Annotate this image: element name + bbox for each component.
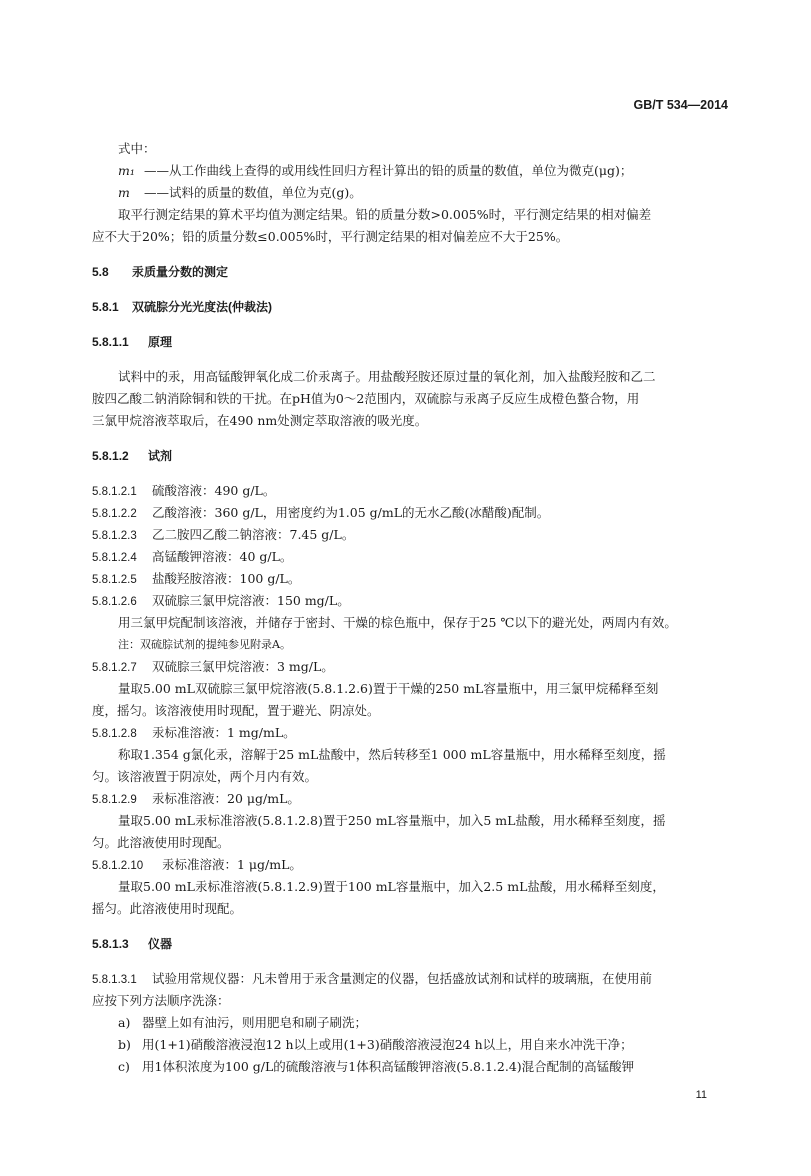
var-description: ——从工作曲线上查得的或用线性回归方程计算出的铅的质量的数值，单位为微克(μg)； [144,163,633,178]
reagent-item: 5.8.1.2.6 双硫腙三氯甲烷溶液：150 mg/L。 [92,593,350,608]
principle-line: 胺四乙酸二钠消除铜和铁的干扰。在pH值为0～2范围内，双硫腙与汞离子反应生成橙色螯合物，用 [92,391,640,406]
list-item: b) 用(1+1)硝酸溶液浸泡12 h以上或用(1+3)硝酸溶液浸泡24 h以上，用自来水冲洗干净； [118,1037,633,1052]
section-heading-5-8-1-2: 5.8.1.2 试剂 [92,449,173,463]
reagent-body: 匀。该溶液置于阴凉处，两个月内有效。 [92,769,318,784]
var-symbol: m [118,185,130,200]
section-heading-5-8: 5.8 汞质量分数的测定 [92,265,229,279]
reagent-item: 5.8.1.2.4 高锰酸钾溶液：40 g/L。 [92,549,293,564]
reagent-note: 注：双硫腙试剂的提纯参见附录A。 [118,638,291,651]
formula-intro: 式中： [118,141,156,156]
apparatus-item: 5.8.1.3.1 试验用常规仪器：凡未曾用于汞含量测定的仪器，包括盛放试剂和试样的玻璃瓶，在使用前 [92,971,653,986]
section-heading-5-8-1: 5.8.1 双硫腙分光光度法(仲裁法) [92,300,272,314]
reagent-body: 匀。此溶液使用时现配。 [92,835,230,850]
principle-line: 三氯甲烷溶液萃取后，在490 nm处测定萃取溶液的吸光度。 [92,413,428,428]
section-heading-5-8-1-3: 5.8.1.3 仪器 [92,937,173,951]
reagent-body: 量取5.00 mL双硫腙三氯甲烷溶液(5.8.1.2.6)置于干燥的250 mL容量瓶中，用三氯甲烷稀释至刻 [118,681,659,696]
page-content [92,138,732,1078]
reagent-item: 5.8.1.2.3 乙二胺四乙酸二钠溶液：7.45 g/L。 [92,527,355,542]
section-heading-5-8-1-1: 5.8.1.1 原理 [92,335,173,349]
list-item: c) 用1体积浓度为100 g/L的硫酸溶液与1体积高锰酸钾溶液(5.8.1.2.4)混合配制的高锰酸钾 [118,1059,635,1074]
var-symbol: m₁ [118,163,135,178]
reagent-item: 5.8.1.2.8 汞标准溶液：1 mg/mL。 [92,725,296,740]
reagent-item: 5.8.1.2.5 盐酸羟胺溶液：100 g/L。 [92,571,301,586]
page-number: 11 [695,1089,707,1101]
result-paragraph-line: 取平行测定结果的算术平均值为测定结果。铅的质量分数>0.005%时，平行测定结果的相对偏差 [118,207,652,222]
reagent-body: 量取5.00 mL汞标准溶液(5.8.1.2.9)置于100 mL容量瓶中，加入2.5 mL盐酸，用水稀释至刻度， [118,879,665,894]
apparatus-body: 应按下列方法顺序洗涤： [92,993,230,1008]
result-paragraph-line: 应不大于20%；铅的质量分数≤0.005%时，平行测定结果的相对偏差应不大于25%。 [92,229,569,244]
reagent-body: 摇匀。此溶液使用时现配。 [92,901,243,916]
var-description: ——试料的质量的数值，单位为克(g)。 [144,185,362,200]
principle-line: 试料中的汞，用高锰酸钾氧化成二价汞离子。用盐酸羟胺还原过量的氧化剂，加入盐酸羟胺和乙二 [118,369,656,384]
reagent-body: 量取5.00 mL汞标准溶液(5.8.1.2.8)置于250 mL容量瓶中，加入5 mL盐酸，用水稀释至刻度，摇 [118,813,666,828]
standard-code: GB/T 534—2014 [633,98,728,112]
reagent-item: 5.8.1.2.9 汞标准溶液：20 μg/mL。 [92,791,300,806]
reagent-item: 5.8.1.2.2 乙酸溶液：360 g/L，用密度约为1.05 g/mL的无水乙酸(冰醋酸)配制。 [92,505,550,520]
list-item: a) 器壁上如有油污，则用肥皂和刷子刷洗； [118,1015,368,1030]
reagent-item: 5.8.1.2.10 汞标准溶液：1 μg/mL。 [92,857,302,872]
reagent-body: 度，摇匀。该溶液使用时现配，置于避光、阴凉处。 [92,703,380,718]
formula-var-m [92,182,732,204]
reagent-item: 5.8.1.2.1 硫酸溶液：490 g/L。 [92,483,276,498]
formula-var-m1 [92,160,732,182]
reagent-item: 5.8.1.2.7 双硫腙三氯甲烷溶液：3 mg/L。 [92,659,334,674]
reagent-body: 用三氯甲烷配制该溶液，并储存于密封、干燥的棕色瓶中，保存于25 ℃以下的避光处，两周内有效。 [118,615,677,630]
reagent-body: 称取1.354 g氯化汞，溶解于25 mL盐酸中，然后转移至1 000 mL容量瓶中，用水稀释至刻度，摇 [118,747,666,762]
